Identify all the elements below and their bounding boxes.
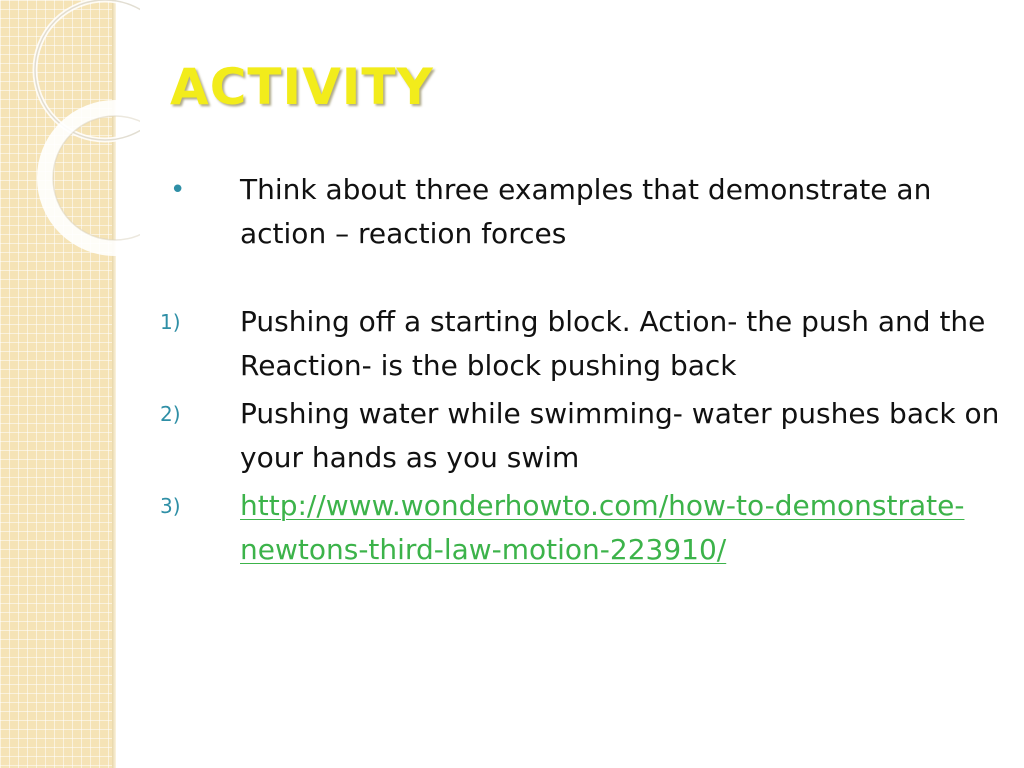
bullet-marker: • bbox=[170, 175, 186, 205]
numbered-item-text: Pushing water while swimming- water pushes back on your hands as you swim bbox=[240, 397, 1000, 474]
reference-link[interactable]: http://www.wonderhowto.com/how-to-demonstrate-newtons-third-law-motion-223910/ bbox=[240, 489, 965, 566]
slide-content bbox=[160, 168, 1000, 572]
numbered-item-1 bbox=[160, 300, 1000, 388]
number-marker: 3) bbox=[160, 494, 181, 518]
bullet-text: Think about three examples that demonstrate an action – reaction forces bbox=[240, 173, 932, 250]
numbered-item-3 bbox=[160, 484, 1000, 572]
slide-title: ACTIVITY bbox=[170, 58, 434, 116]
bullet-item bbox=[160, 168, 1000, 256]
numbered-item-text: Pushing off a starting block. Action- the push and the Reaction- is the block pushing back bbox=[240, 305, 986, 382]
numbered-item-2 bbox=[160, 392, 1000, 480]
number-marker: 2) bbox=[160, 402, 181, 426]
number-marker: 1) bbox=[160, 310, 181, 334]
decorative-rings bbox=[0, 0, 140, 260]
